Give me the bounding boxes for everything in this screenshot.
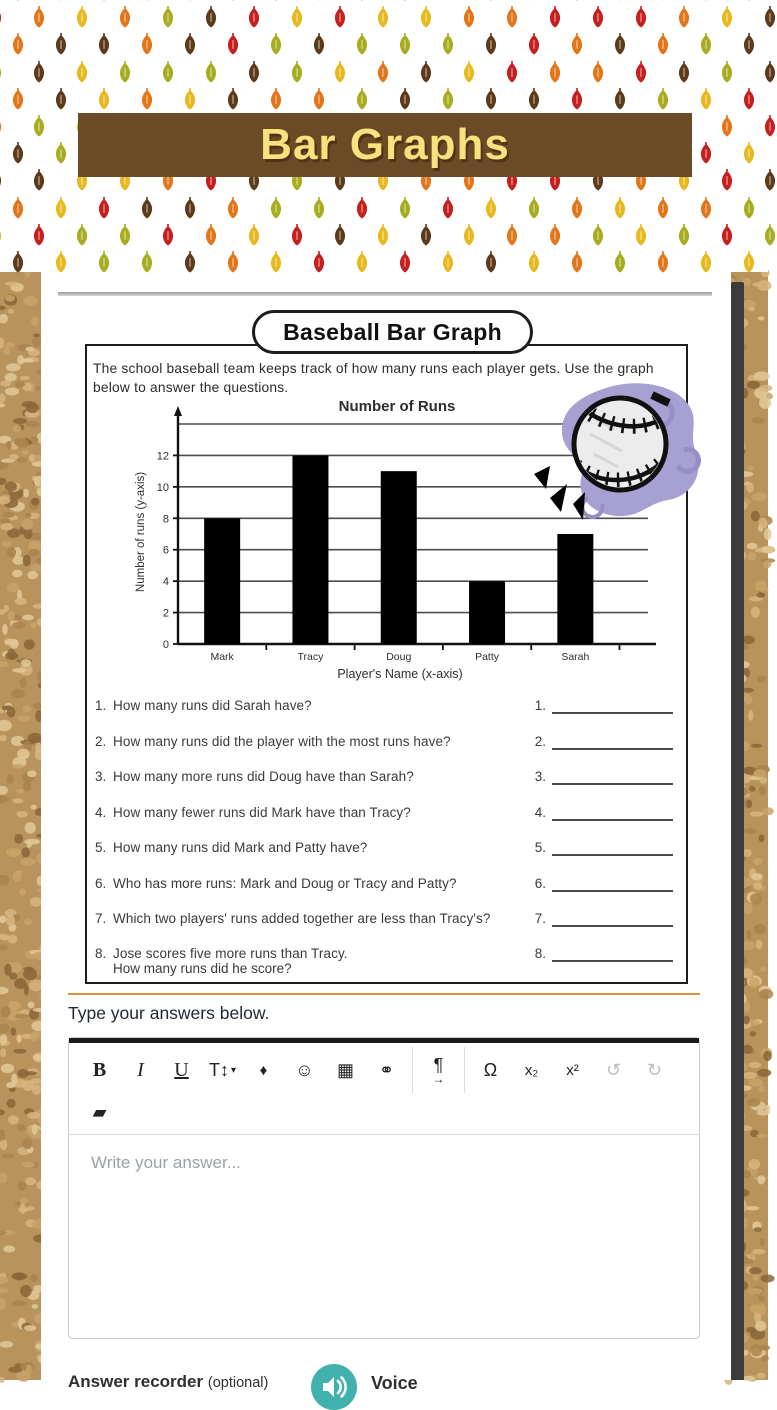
leaf-ornament (269, 33, 283, 55)
leaf-ornament (11, 88, 25, 110)
leaf-ornament (11, 33, 25, 55)
answer-blank-line (552, 783, 673, 785)
leaf-ornament (591, 61, 605, 83)
bold-button[interactable]: B (79, 1051, 120, 1089)
leaf-ornament (355, 251, 369, 273)
answer-blank-line (552, 748, 673, 750)
leaf-ornament (505, 61, 519, 83)
bar-doug (381, 471, 417, 644)
leaf-ornament (398, 251, 412, 273)
leaf-ornament (484, 251, 498, 273)
leaf-ornament (0, 61, 3, 83)
font-size-button[interactable]: T↕ ▾ (202, 1051, 243, 1089)
question-text: How many runs did Sarah have? (113, 698, 312, 713)
question-text: How many runs did Mark and Patty have? (113, 840, 368, 855)
leaf-ornament (699, 197, 713, 219)
lesson-title-banner (78, 113, 692, 177)
leaf-ornament (54, 142, 68, 164)
leaf-ornament (570, 0, 584, 1)
leaf-ornament (376, 6, 390, 28)
leaf-ornament (204, 224, 218, 246)
leaf-ornament (548, 6, 562, 28)
answer-recorder-label: Answer recorder (optional) (68, 1372, 269, 1391)
bar-chart (100, 392, 700, 692)
bar-mark (204, 518, 240, 644)
leaf-ornament (269, 88, 283, 110)
question-text: Who has more runs: Mark and Doug or Tracy and Patty? (113, 876, 457, 891)
leaf-ornament (140, 197, 154, 219)
text-color-button[interactable]: ♦ (243, 1051, 284, 1089)
leaf-ornament (118, 6, 132, 28)
leaf-ornament (32, 115, 46, 137)
leaf-ornament (75, 61, 89, 83)
answer-placeholder: Write your answer... (91, 1153, 241, 1172)
leaf-ornament (720, 169, 734, 191)
section-divider (68, 993, 700, 995)
leaf-ornament (527, 197, 541, 219)
leaf-ornament (763, 6, 777, 28)
voice-recorder-button[interactable] (311, 1364, 357, 1410)
leaf-ornament (398, 0, 412, 1)
leaf-ornament (32, 61, 46, 83)
leaf-ornament (484, 88, 498, 110)
leaf-ornament (226, 88, 240, 110)
toolbar-separator (464, 1047, 465, 1093)
leaf-ornament (290, 61, 304, 83)
toolbar-row-2 (79, 1093, 689, 1131)
leaf-ornament (75, 224, 89, 246)
leaf-ornament (613, 33, 627, 55)
emoji-button[interactable]: ☺ (284, 1051, 325, 1089)
leaf-ornament (677, 224, 691, 246)
insert-link-button[interactable]: ⚭ (366, 1051, 407, 1089)
question-text: How many fewer runs did Mark have than Tracy? (113, 805, 411, 820)
answer-recorder-optional: (optional) (207, 1375, 269, 1391)
worksheet-title: Baseball Bar Graph (283, 318, 502, 345)
leaf-ornament (54, 251, 68, 273)
header-pattern (0, 0, 768, 272)
bar-patty (469, 581, 505, 644)
leaf-ornament (118, 224, 132, 246)
leaf-ornament (247, 224, 261, 246)
question-number: 4. (95, 805, 107, 820)
lesson-title: Bar Graphs (260, 120, 510, 169)
leaf-ornament (742, 33, 756, 55)
leaf-ornament (441, 197, 455, 219)
leaf-ornament (699, 142, 713, 164)
question-number: 6. (95, 876, 107, 891)
leaf-ornament (591, 6, 605, 28)
leaf-ornament (505, 6, 519, 28)
leaf-ornament (677, 61, 691, 83)
leaf-ornament (97, 88, 111, 110)
scrollbar-thumb[interactable] (731, 282, 744, 1380)
leaf-ornament (462, 6, 476, 28)
leaf-ornament (118, 61, 132, 83)
svg-text:Sarah: Sarah (561, 651, 590, 663)
leaf-ornament (32, 6, 46, 28)
leaf-ornament (226, 33, 240, 55)
leaf-ornament (140, 0, 154, 1)
chart-title: Number of Runs (338, 398, 456, 415)
leaf-ornament (333, 61, 347, 83)
answer-number: 2. (534, 734, 546, 749)
answer-blank-line (552, 712, 673, 714)
leaf-ornament (548, 61, 562, 83)
leaf-ornament (656, 197, 670, 219)
answer-number: 7. (534, 911, 546, 926)
leaf-ornament (312, 88, 326, 110)
leaf-ornament (570, 33, 584, 55)
leaf-ornament (269, 251, 283, 273)
question-row-2 (41, 734, 731, 766)
paragraph-direction-button[interactable]: ¶ → (418, 1051, 459, 1089)
answer-blank-line (552, 854, 673, 856)
leaf-ornament (140, 33, 154, 55)
leaf-ornament (462, 61, 476, 83)
leaf-ornament (333, 224, 347, 246)
special-character-button[interactable]: Ω (470, 1051, 511, 1089)
leaf-ornament (269, 197, 283, 219)
speaker-icon (311, 1364, 357, 1410)
toolbar-separator (412, 1047, 413, 1093)
svg-text:Mark: Mark (210, 651, 234, 663)
question-text-line2: How many runs did he score? (113, 961, 292, 976)
question-text: How many runs did the player with the most runs have? (113, 734, 451, 749)
question-row-3 (41, 769, 731, 801)
leaf-ornament (527, 251, 541, 273)
leaf-ornament (419, 6, 433, 28)
leaf-ornament (11, 251, 25, 273)
leaf-ornament (763, 61, 777, 83)
question-number: 5. (95, 840, 107, 855)
leaf-ornament (312, 0, 326, 1)
leaf-ornament (570, 197, 584, 219)
leaf-ornament (54, 88, 68, 110)
leaf-ornament (742, 88, 756, 110)
eraser-button[interactable]: ▰ (79, 1093, 120, 1131)
leaf-ornament (333, 6, 347, 28)
leaf-ornament (226, 0, 240, 1)
content-card (41, 272, 731, 1393)
leaf-ornament (699, 0, 713, 1)
question-row-6 (41, 876, 731, 908)
chart-ylabel: Number of runs (y-axis) (135, 471, 147, 593)
svg-text:Tracy: Tracy (297, 651, 324, 663)
worksheet-description: The school baseball team keeps track of how many runs each player gets. Use the graph below to answer the questions. (93, 361, 654, 396)
leaf-ornament (183, 197, 197, 219)
leaf-ornament (656, 33, 670, 55)
leaf-ornament (699, 251, 713, 273)
leaf-ornament (634, 224, 648, 246)
leaf-ornament (527, 88, 541, 110)
question-number: 2. (95, 734, 107, 749)
leaf-ornament (613, 0, 627, 1)
answer-number: 4. (534, 805, 546, 820)
chart-xlabel: Player's Name (x-axis) (337, 667, 463, 681)
insert-image-button[interactable]: ▦ (325, 1051, 366, 1089)
leaf-ornament (226, 251, 240, 273)
leaf-ornament (376, 61, 390, 83)
leaf-ornament (570, 88, 584, 110)
svg-text:12: 12 (156, 450, 169, 463)
leaf-ornament (355, 197, 369, 219)
leaf-ornament (613, 88, 627, 110)
leaf-ornament (484, 33, 498, 55)
leaf-ornament (398, 88, 412, 110)
answer-blank-line (552, 960, 673, 962)
question-row-4 (41, 805, 731, 837)
leaf-ornament (462, 224, 476, 246)
leaf-ornament (355, 0, 369, 1)
leaf-ornament (720, 61, 734, 83)
superscript-button[interactable]: x² (552, 1051, 593, 1089)
leaf-ornament (161, 6, 175, 28)
underline-button[interactable]: U (161, 1051, 202, 1089)
answer-number: 5. (534, 840, 546, 855)
question-row-8 (41, 946, 731, 978)
answer-number: 3. (534, 769, 546, 784)
leaf-ornament (11, 0, 25, 1)
leaf-ornament (720, 115, 734, 137)
leaf-ornament (97, 197, 111, 219)
leaf-ornament (763, 115, 777, 137)
answer-number: 6. (534, 876, 546, 891)
answer-textarea[interactable] (69, 1135, 699, 1351)
leaf-ornament (441, 33, 455, 55)
leaf-ornament (0, 224, 3, 246)
leaf-ornament (32, 169, 46, 191)
leaf-ornament (183, 88, 197, 110)
answer-number: 1. (534, 698, 546, 713)
leaf-ornament (204, 61, 218, 83)
leaf-ornament (312, 33, 326, 55)
leaf-ornament (441, 88, 455, 110)
leaf-ornament (613, 197, 627, 219)
answer-number: 8. (534, 946, 546, 961)
rich-text-editor (68, 1037, 700, 1339)
leaf-ornament (0, 169, 3, 191)
leaf-ornament (763, 224, 777, 246)
leaf-ornament (290, 6, 304, 28)
leaf-ornament (742, 0, 756, 1)
question-number: 1. (95, 698, 107, 713)
leaf-ornament (0, 115, 3, 137)
bar-tracy (292, 455, 328, 644)
svg-text:Doug: Doug (386, 651, 412, 663)
leaf-ornament (226, 197, 240, 219)
question-number: 3. (95, 769, 107, 784)
leaf-ornament (97, 251, 111, 273)
leaf-ornament (763, 169, 777, 191)
answer-prompt: Type your answers below. (68, 1003, 270, 1023)
leaf-ornament (656, 88, 670, 110)
worksheet-title-pill (252, 310, 533, 354)
leaf-ornament (548, 224, 562, 246)
leaf-ornament (140, 88, 154, 110)
leaf-ornament (742, 197, 756, 219)
italic-button[interactable]: I (120, 1051, 161, 1089)
leaf-ornament (699, 88, 713, 110)
leaf-ornament (97, 33, 111, 55)
leaf-ornament (97, 0, 111, 1)
question-row-5 (41, 840, 731, 872)
leaf-ornament (161, 224, 175, 246)
leaf-ornament (677, 6, 691, 28)
leaf-ornament (527, 0, 541, 1)
leaf-ornament (54, 197, 68, 219)
leaf-ornament (570, 251, 584, 273)
svg-text:10: 10 (156, 481, 169, 494)
leaf-ornament (312, 197, 326, 219)
question-text: Which two players' runs added together are less than Tracy's? (113, 911, 491, 926)
leaf-ornament (613, 251, 627, 273)
svg-text:4: 4 (162, 576, 169, 589)
svg-text:Patty: Patty (475, 651, 500, 663)
leaf-ornament (0, 6, 3, 28)
baseball-clipart (534, 383, 698, 520)
svg-text:2: 2 (162, 607, 169, 620)
toolbar-row-1 (79, 1047, 689, 1093)
leaf-ornament (656, 0, 670, 1)
leaf-ornament (75, 6, 89, 28)
leaf-ornament (484, 0, 498, 1)
answer-blank-line (552, 925, 673, 927)
subscript-button[interactable]: x₂ (511, 1051, 552, 1089)
leaf-ornament (527, 33, 541, 55)
redo-button[interactable]: ↻ (634, 1051, 675, 1089)
answer-blank-line (552, 890, 673, 892)
undo-button[interactable]: ↺ (593, 1051, 634, 1089)
leaf-ornament (161, 61, 175, 83)
editor-toolbar (69, 1043, 699, 1131)
leaf-ornament (419, 61, 433, 83)
leaf-ornament (54, 33, 68, 55)
svg-text:6: 6 (162, 544, 169, 557)
leaf-ornament (32, 224, 46, 246)
leaf-ornament (656, 251, 670, 273)
svg-text:0: 0 (162, 639, 169, 651)
svg-text:8: 8 (162, 513, 169, 526)
leaf-ornament (699, 33, 713, 55)
leaf-ornament (419, 224, 433, 246)
leaf-ornament (720, 6, 734, 28)
leaf-ornament (183, 0, 197, 1)
leaf-ornament (441, 251, 455, 273)
leaf-ornament (398, 197, 412, 219)
answer-blank-line (552, 819, 673, 821)
bar-sarah (557, 534, 593, 644)
leaf-ornament (140, 251, 154, 273)
leaf-ornament (247, 6, 261, 28)
leaf-ornament (269, 0, 283, 1)
leaf-ornament (720, 224, 734, 246)
question-text: How many more runs did Doug have than Sarah? (113, 769, 414, 784)
leaf-ornament (355, 88, 369, 110)
leaf-ornament (312, 251, 326, 273)
leaf-ornament (634, 6, 648, 28)
question-number: 7. (95, 911, 107, 926)
leaf-ornament (484, 197, 498, 219)
leaf-ornament (398, 33, 412, 55)
leaf-ornament (742, 251, 756, 273)
leaf-ornament (183, 251, 197, 273)
question-row-7 (41, 911, 731, 943)
question-row-1 (41, 698, 731, 730)
leaf-ornament (290, 224, 304, 246)
voice-label: Voice (371, 1373, 418, 1393)
leaf-ornament (11, 142, 25, 164)
leaf-ornament (204, 6, 218, 28)
worksheet-image-top-edge (58, 292, 712, 296)
question-number: 8. (95, 946, 107, 961)
leaf-ornament (634, 61, 648, 83)
leaf-ornament (441, 0, 455, 1)
leaf-ornament (742, 142, 756, 164)
leaf-ornament (591, 224, 605, 246)
question-text: Jose scores five more runs than Tracy. (113, 946, 348, 961)
leaf-ornament (376, 224, 390, 246)
leaf-ornament (355, 33, 369, 55)
leaf-ornament (183, 33, 197, 55)
leaf-ornament (505, 224, 519, 246)
leaf-ornament (247, 61, 261, 83)
leaf-ornament (11, 197, 25, 219)
leaf-ornament (54, 0, 68, 1)
